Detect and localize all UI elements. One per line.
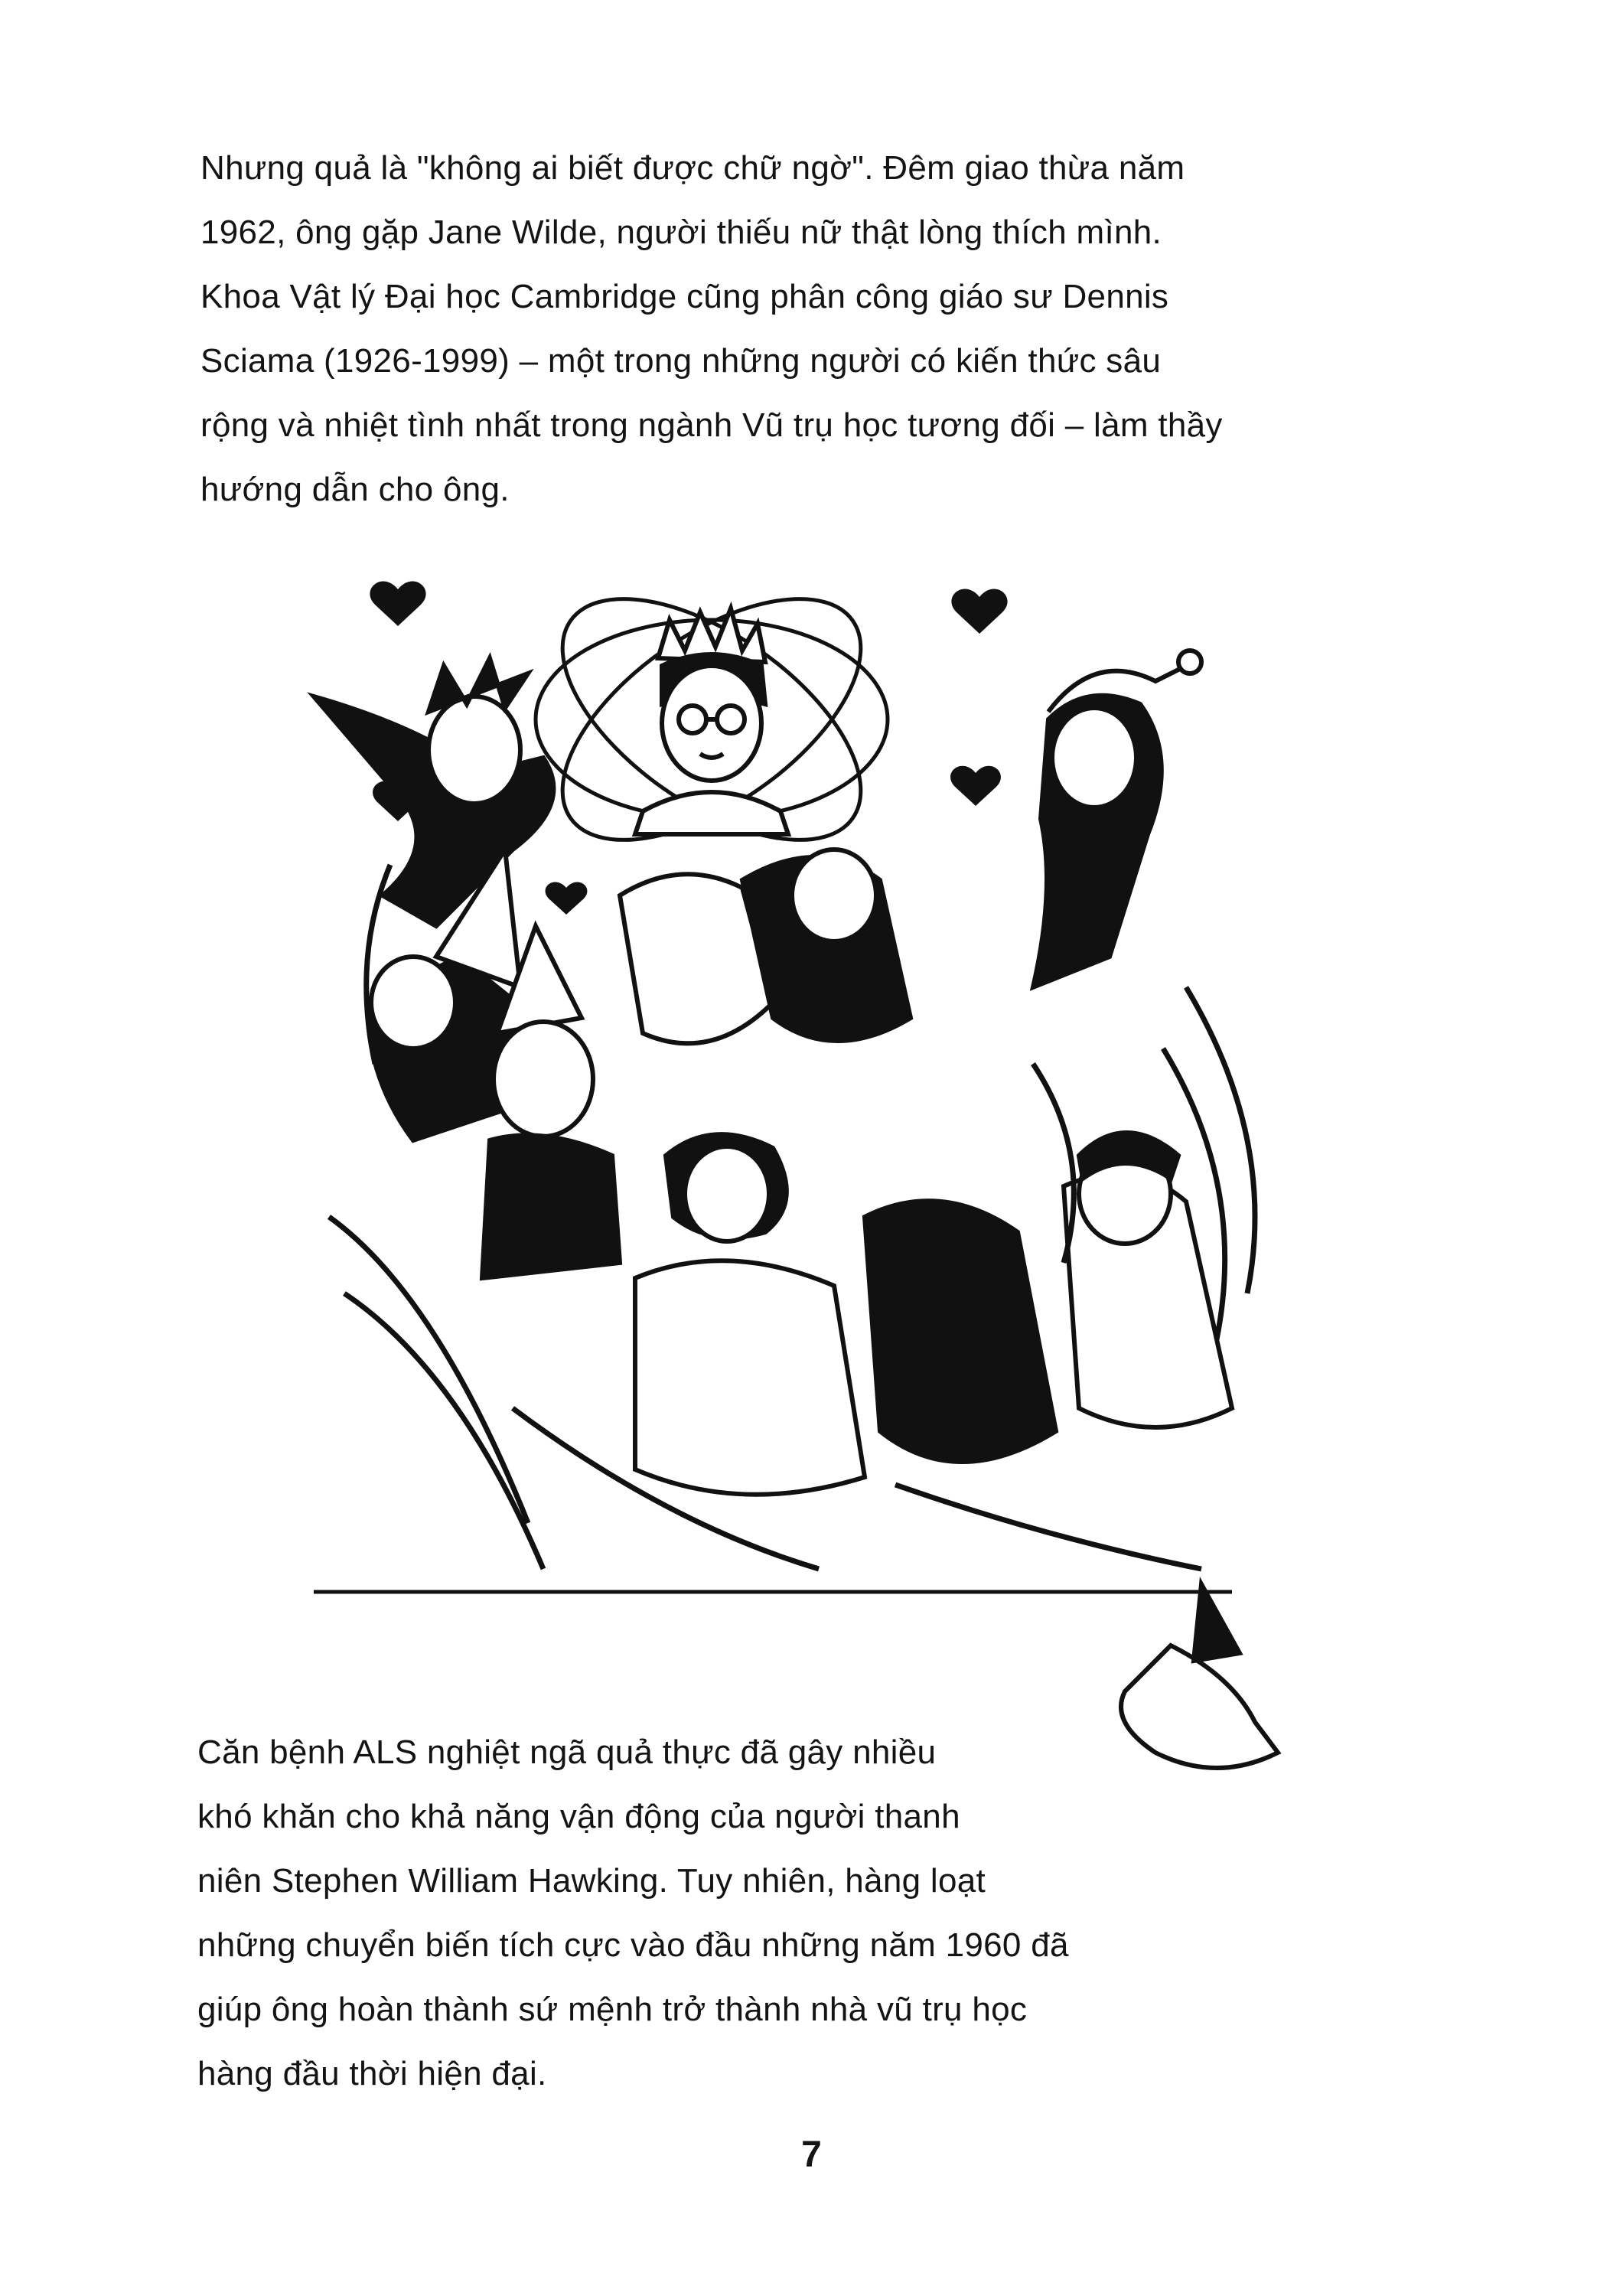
text-line: Khoa Vật lý Đại học Cambridge cũng phân công giáo sư Dennis — [200, 278, 1169, 315]
party-illustration — [283, 528, 1400, 1875]
top-paragraph — [200, 136, 1455, 522]
crowned-portrait — [635, 608, 788, 834]
text-line: hướng dẫn cho ông. — [200, 471, 510, 508]
text-line: niên Stephen William Hawking. Tuy nhiên, hàng loạt — [197, 1862, 986, 1900]
text-line: Nhưng quả là "không ai biết được chữ ngờ". Đêm giao thừa năm — [200, 149, 1185, 187]
text-line: những chuyển biến tích cực vào đầu những năm 1960 đã — [197, 1926, 1069, 1964]
page-number: 7 — [801, 2135, 822, 2175]
text-line: rộng và nhiệt tình nhất trong ngành Vũ trụ học tương đối – làm thầy — [200, 406, 1223, 444]
text-line: Căn bệnh ALS nghiệt ngã quả thực đã gây nhiều — [197, 1733, 937, 1771]
text-line: Sciama (1926-1999) – một trong những người có kiến thức sâu — [200, 342, 1162, 380]
text-line: khó khăn cho khả năng vận động của người thanh — [197, 1798, 960, 1835]
dancers — [314, 651, 1278, 1768]
text-line: giúp ông hoàn thành sứ mệnh trở thành nhà vũ trụ học — [197, 1991, 1028, 2028]
text-line: hàng đầu thời hiện đại. — [197, 2055, 547, 2092]
bottom-paragraph — [197, 1720, 1284, 2106]
text-line: 1962, ông gặp Jane Wilde, người thiếu nữ thật lòng thích mình. — [200, 214, 1162, 251]
